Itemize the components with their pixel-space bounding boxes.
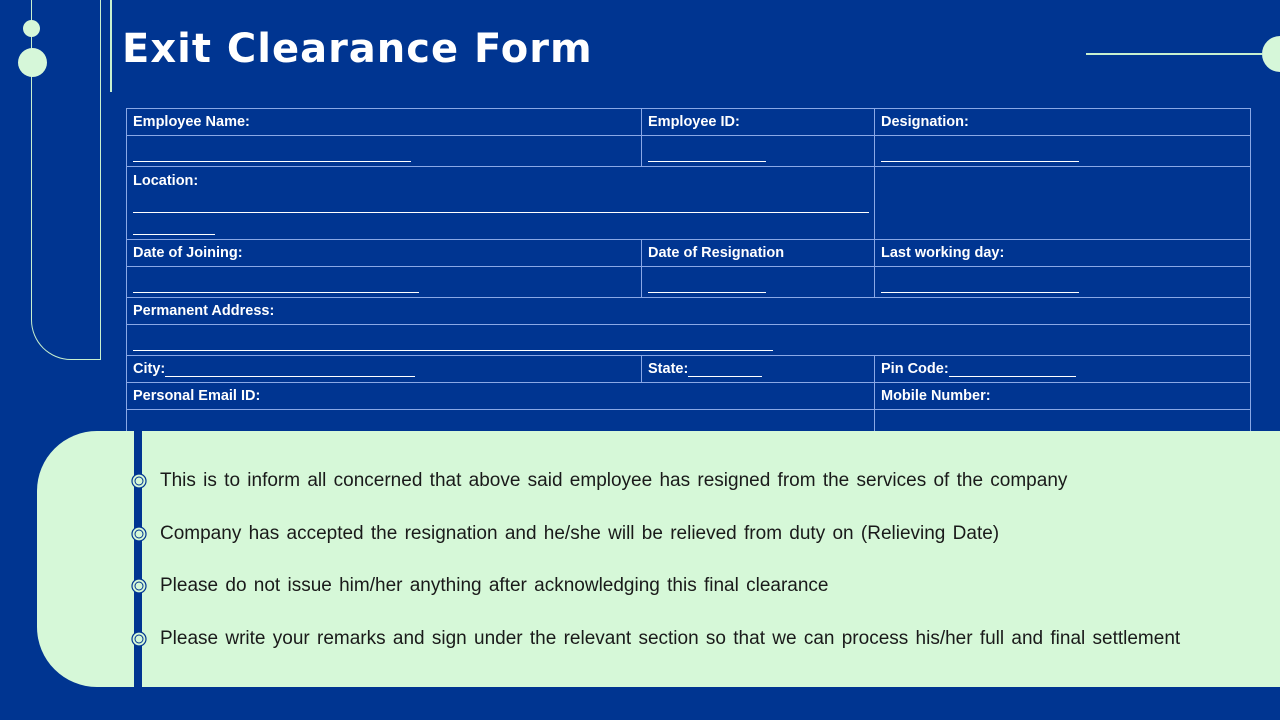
empty-cell (875, 167, 1251, 240)
decorative-line (110, 0, 112, 92)
employee-id-field[interactable] (642, 136, 875, 167)
note-text: Please do not issue him/her anything after acknowledging this final clearance (160, 575, 829, 596)
city-field[interactable] (127, 356, 642, 383)
circle-bullet-icon (130, 576, 150, 596)
notes-list (130, 466, 1280, 676)
decorative-dot (1262, 36, 1280, 72)
page-title: Exit Clearance Form (122, 26, 593, 72)
exit-form-table (126, 108, 1251, 441)
note-text: This is to inform all concerned that above said employee has resigned from the services of the company (160, 470, 1068, 491)
decorative-line (1086, 53, 1262, 55)
date-of-resignation-field[interactable] (642, 267, 875, 298)
note-text: Company has accepted the resignation and he/she will be relieved from duty on (Relieving Date) (160, 522, 1000, 544)
employee-name-field[interactable] (127, 136, 642, 167)
circle-bullet-icon (130, 629, 150, 649)
list-item (130, 519, 1280, 572)
list-item (130, 466, 1280, 519)
designation-field[interactable] (875, 136, 1251, 167)
date-of-resignation-label: Date of Resignation (642, 240, 875, 267)
last-working-day-label: Last working day: (875, 240, 1251, 267)
last-working-day-field[interactable] (875, 267, 1251, 298)
date-of-joining-label: Date of Joining: (127, 240, 642, 267)
list-item (130, 571, 1280, 624)
decorative-dot (18, 48, 47, 77)
circle-bullet-icon (130, 524, 150, 544)
location-cell[interactable] (127, 167, 875, 240)
state-label: State: (648, 361, 689, 377)
pin-code-field[interactable] (875, 356, 1251, 383)
list-item (130, 624, 1280, 677)
location-line (133, 198, 869, 213)
pin-code-label: Pin Code: (881, 361, 949, 377)
mobile-number-label: Mobile Number: (875, 383, 1251, 410)
location-label: Location: (133, 173, 199, 189)
permanent-address-label: Permanent Address: (127, 298, 1251, 325)
employee-id-label: Employee ID: (642, 109, 875, 136)
location-line (133, 220, 215, 235)
personal-email-label: Personal Email ID: (127, 383, 875, 410)
state-field[interactable] (642, 356, 875, 383)
note-text: Please write your remarks and sign under the relevant section so that we can process his/her full and final settlement (160, 627, 1181, 649)
date-of-joining-field[interactable] (127, 267, 642, 298)
permanent-address-field[interactable] (127, 325, 1251, 356)
city-label: City: (133, 361, 166, 377)
designation-label: Designation: (875, 109, 1251, 136)
employee-name-label: Employee Name: (127, 109, 642, 136)
circle-bullet-icon (130, 471, 150, 491)
decorative-dot (23, 20, 40, 37)
